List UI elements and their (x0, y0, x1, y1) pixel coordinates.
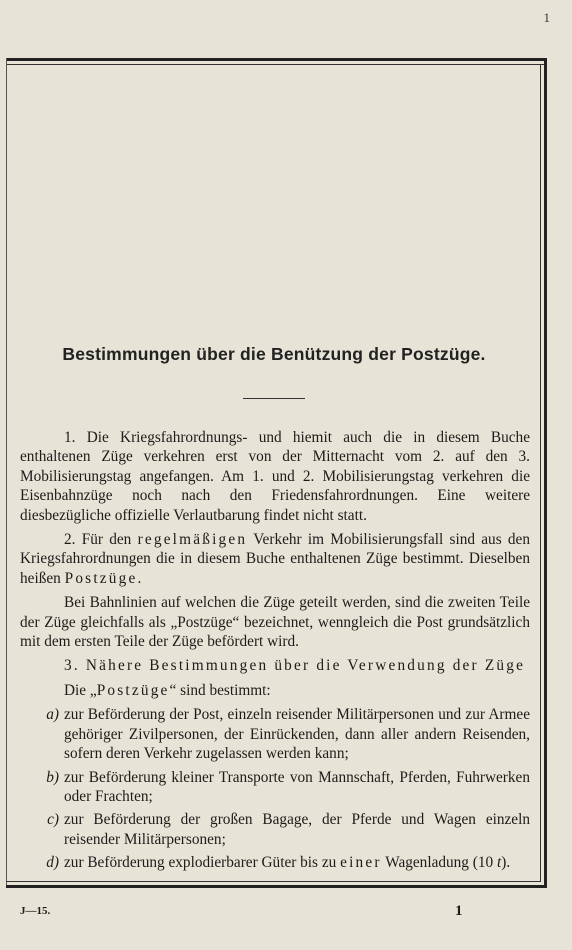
emphasis-einer: einer (340, 854, 382, 872)
title-separator (243, 398, 305, 399)
list-item-d (20, 853, 530, 872)
unit-tonnes: t (497, 854, 502, 872)
list-text: zur Beförderung kleiner Transporte von Mannschaft, Pferden, Fuhrwerken oder Frachten; (64, 768, 530, 805)
list-label: d) (46, 854, 59, 872)
list-item-c (20, 810, 530, 849)
list-d-start: zur Beförderung explodierbarer Güter bis zu (64, 854, 337, 872)
frame-border-top-inner (6, 64, 547, 65)
paragraph-5-start: Die „ (64, 681, 97, 699)
paragraph-5-end: “ sind bestimmt: (169, 681, 271, 699)
paragraph-2-start: 2. Für den (64, 531, 132, 549)
paragraph-1: 1. Die Kriegsfahrordnungs- und hiemit auch die in diesem Buche enthaltenen Züge verkehren erst von der Mitternacht vom 2. auf den 3. Mobilisierungstag angefangen. Am 1. und 2. Mobilisierungstag verkehren die Eisenbahnzüge noch nach den Friedensfahrordnungen. Eine weitere diesbezügliche offizielle Verlautbarung findet nicht statt. (20, 429, 530, 524)
list-text: zur Beförderung der Post, einzeln reisender Militärpersonen und zur Armee gehöriger Zivilpersonen, der Einrückenden, dann aller andern Reisenden, sofern deren Verkehr zugelassen werden kann; (64, 706, 530, 763)
paragraph-2-middle: Verkehr im Mobilisierungsfall sind aus den Kriegsfahrordnungen die in diesem Buche enthaltenen Züge bestimmt. Dieselben heißen (20, 531, 530, 587)
emphasis-regelmaessigen: regelmäßigen (137, 531, 248, 549)
frame-border-left (6, 58, 7, 888)
frame-border-bottom-outer (6, 885, 547, 888)
list-d-middle: Wagenladung (10 (385, 854, 494, 872)
paragraph-3: Bei Bahnlinien auf welchen die Züge geteilt werden, sind die zweiten Teile der Züge gleichfalls als „Postzüge“ bezeichnet, wenngleich die Post grundsätzlich mit dem ersten Teile der Züge befördert wird. (20, 594, 530, 651)
list-item-b (20, 768, 530, 807)
corner-page-mark: 1 (543, 10, 550, 25)
page-title: Bestimmungen über die Benützung der Postzüge. (62, 344, 486, 364)
footer-page-number: 1 (455, 903, 463, 919)
list-label: c) (47, 811, 59, 829)
paragraph-2 (20, 530, 530, 588)
frame-border-bottom-inner (6, 881, 541, 882)
frame-border-right-inner (540, 64, 541, 882)
list-item-a (20, 705, 530, 763)
list-label: b) (46, 768, 59, 786)
frame-border-top-outer (6, 58, 547, 61)
list-text (64, 853, 530, 872)
body-text (20, 428, 530, 877)
list-label: a) (46, 706, 59, 724)
emphasis-postzuege-2: Postzüge (96, 681, 170, 699)
frame-border-right-outer (544, 58, 547, 888)
list-text: zur Beförderung der großen Bagage, der Pferde und Wagen einzeln reisender Militärpersonen; (64, 811, 530, 848)
list-d-end: ). (501, 854, 511, 872)
footer-signature: J—15. (20, 905, 51, 917)
emphasis-postzuege: Postzüge (64, 569, 138, 587)
paragraph-2-end: . (137, 569, 142, 587)
paragraph-4-subheading: 3. Nähere Bestimmungen über die Verwendung der Züge (64, 657, 526, 675)
paragraph-5 (20, 681, 530, 700)
